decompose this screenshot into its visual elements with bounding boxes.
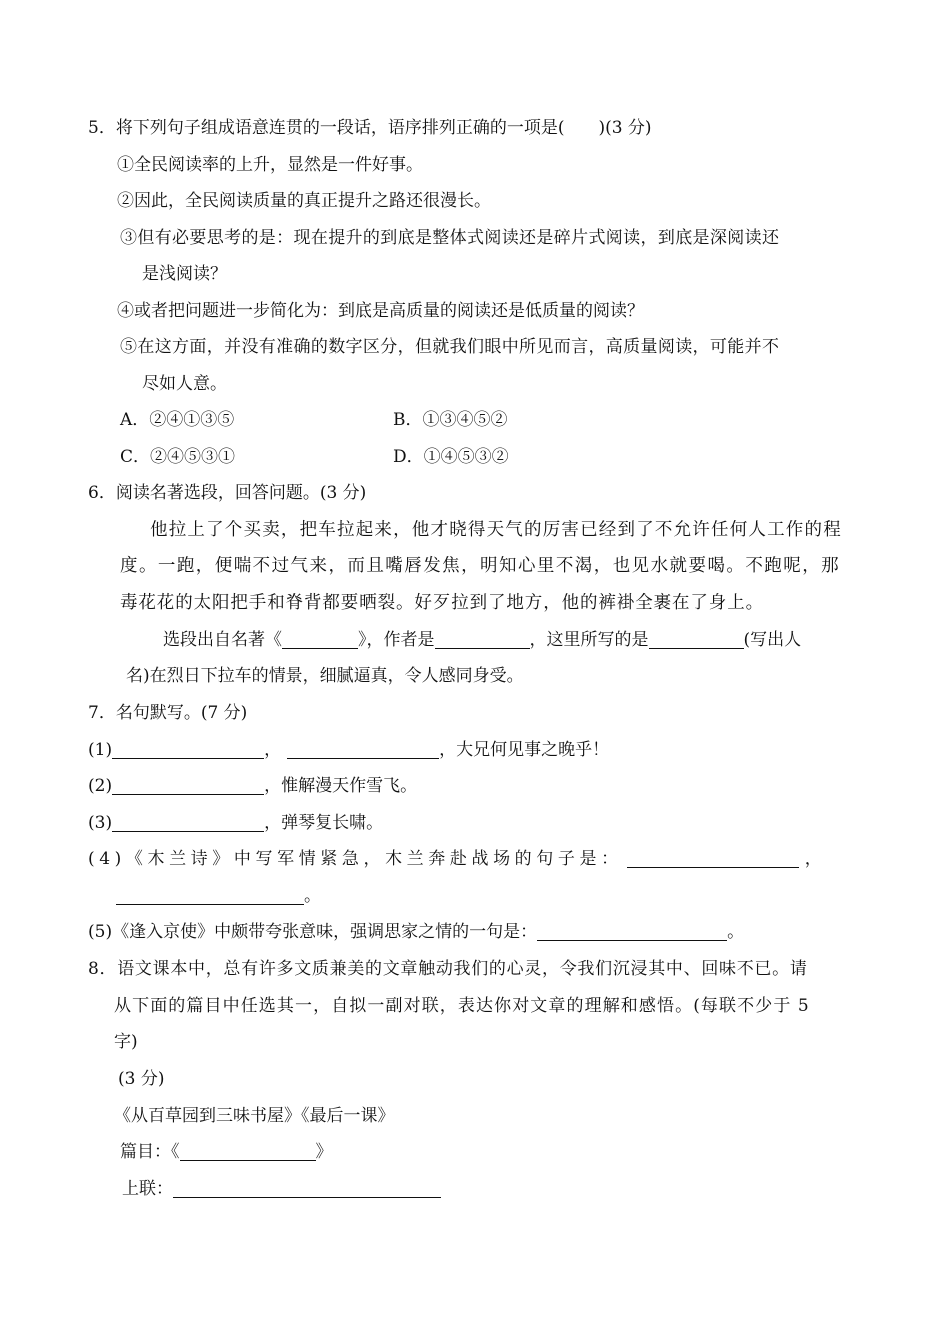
q8-title-label: 篇目：《 [120, 1142, 180, 1162]
q7-line-1-number: (1) [88, 740, 113, 760]
q7-line-4-separator: ， [804, 849, 822, 869]
q7-line-1-text: ，大兄何见事之晚乎！ [439, 740, 610, 760]
q8-stem-cont: 从下面的篇目中任选其一，自拟一副对联，表达你对文章的理解和感悟。(每联不少于 5 [114, 996, 810, 1016]
q7-line-1-blank-a[interactable] [112, 740, 264, 759]
q5-sentence-5-cont: 尽如人意。 [142, 374, 227, 394]
q7-stem: 7．名句默写。(7 分) [88, 703, 248, 723]
q6-passage-line-1: 他拉上了个买卖，把车拉起来，他才晓得天气的厉害已经到了不允许任何人工作的程 [150, 520, 842, 540]
q6-book-title-blank[interactable] [282, 630, 358, 649]
q7-line-5-blank[interactable] [537, 922, 727, 941]
q7-line-4-blank-a[interactable] [627, 849, 799, 868]
q6-question-cont: 名)在烈日下拉车的情景，细腻逼真，令人感同身受。 [126, 666, 524, 686]
q6-author-blank[interactable] [435, 630, 530, 649]
q6-question-character-label: ，这里所写的是 [529, 630, 649, 650]
q5-sentence-3: ③但有必要思考的是：现在提升的到底是整体式阅读还是碎片式阅读，到底是深阅读还 [120, 228, 780, 248]
q7-line-4-text: (4)《木兰诗》中写军情紧急，木兰奔赴战场的句子是： [88, 849, 623, 869]
q7-line-3-text: ，弹琴复长啸。 [264, 813, 384, 833]
q8-title-choice-line [120, 1140, 333, 1164]
q7-line-4 [88, 847, 822, 871]
q7-line-3 [88, 811, 383, 835]
q7-line-2-text: ，惟解漫天作雪飞。 [264, 776, 418, 796]
q8-first-line-blank[interactable] [173, 1179, 441, 1198]
q6-question-hint: (写出人 [743, 630, 802, 650]
q5-sentence-1: ①全民阅读率的上升，显然是一件好事。 [117, 155, 423, 175]
q6-passage-line-3: 毒花花的太阳把手和脊背都要晒裂。好歹拉到了地方，他的裤褂全裹在了身上。 [120, 593, 764, 613]
q5-option-a: A．②④①③⑤ [120, 410, 235, 430]
q5-option-d: D．①④⑤③② [393, 447, 509, 467]
q7-line-4-cont [116, 884, 321, 908]
q7-line-5-end: 。 [727, 922, 745, 942]
q6-passage-line-2: 度。一跑，便喘不过气来，而且嘴唇发焦，明知心里不渴，也见水就要喝。不跑呢，那 [120, 556, 841, 576]
q7-line-5 [88, 920, 744, 944]
q8-stem: 8．语文课本中，总有许多文质兼美的文章触动我们的心灵，令我们沉浸其中、回味不已。请 [88, 959, 808, 979]
q7-line-2-blank[interactable] [112, 776, 264, 795]
q6-stem: 6．阅读名著选段，回答问题。(3 分) [88, 483, 367, 503]
q6-question-line [163, 628, 801, 652]
q7-line-3-blank[interactable] [112, 813, 264, 832]
q8-title-blank[interactable] [180, 1142, 316, 1161]
q6-question-prefix: 选段出自名著《 [163, 630, 282, 650]
q8-title-close: 》 [315, 1142, 333, 1162]
q8-first-line-label: 上联： [122, 1179, 173, 1199]
q6-question-author-label: 》，作者是 [358, 630, 435, 650]
q5-sentence-3-cont: 是浅阅读？ [142, 264, 227, 284]
q7-line-3-number: (3) [88, 813, 113, 833]
q5-sentence-2: ②因此，全民阅读质量的真正提升之路还很漫长。 [117, 191, 491, 211]
q8-stem-end: 字) [114, 1032, 138, 1052]
q5-stem: 5．将下列句子组成语意连贯的一段话，语序排列正确的一项是( )(3 分) [88, 118, 652, 138]
q7-line-4-blank-b[interactable] [116, 886, 304, 905]
q7-line-2-number: (2) [88, 776, 113, 796]
q5-sentence-4: ④或者把问题进一步简化为：到底是高质量的阅读还是低质量的阅读？ [117, 301, 644, 321]
q7-line-1-separator: ， [264, 740, 282, 760]
q7-line-2 [88, 774, 417, 798]
q8-score: (3 分) [118, 1069, 165, 1089]
q5-option-c: C．②④⑤③① [120, 447, 236, 467]
q7-line-1-blank-b[interactable] [287, 740, 439, 759]
q5-sentence-5: ⑤在这方面，并没有准确的数字区分，但就我们眼中所见而言，高质量阅读，可能并不 [120, 337, 780, 357]
q6-character-blank[interactable] [649, 630, 744, 649]
q8-titles: 《从百草园到三味书屋》《最后一课》 [114, 1106, 395, 1126]
q8-first-line-row [122, 1177, 441, 1201]
q7-line-5-text: (5)《逢入京使》中颇带夸张意味，强调思家之情的一句是： [88, 922, 538, 942]
q5-option-b: B．①③④⑤② [393, 410, 508, 430]
q7-line-4-end: 。 [304, 886, 321, 906]
q7-line-1 [88, 738, 609, 762]
